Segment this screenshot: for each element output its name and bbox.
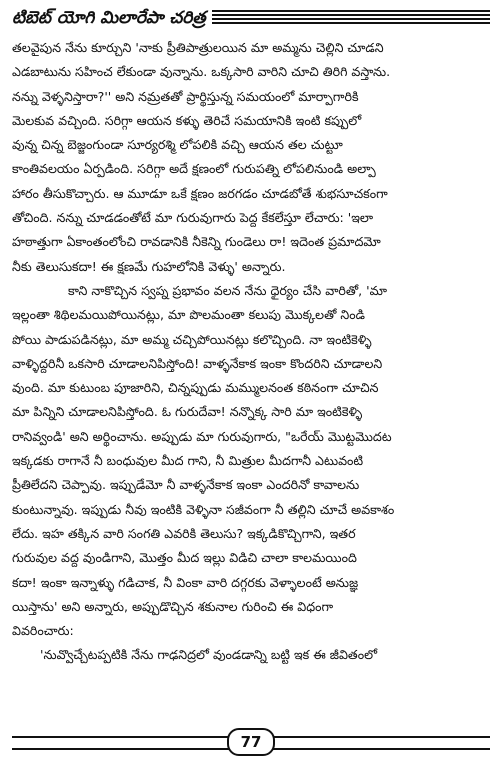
paragraph-1 (12, 36, 492, 279)
text-line: కుంటున్నావు. ఇప్పుడు నీవు ఇంటికి వెళ్ళినా సజీవంగా నీ తల్లిని చూచే అవకాశం (12, 501, 395, 517)
text-line: మెలకువ వచ్చింది. సరిగ్గా ఆయన కళ్ళు తెరిచే సమయానికి ఇంటి కప్పులో (12, 112, 362, 128)
text-line: కదా! ఇంకా ఇన్నాళ్ళు గడిచాక, నీ వింకా వారి దగ్గరకు వెళ్ళాలంటే అనుజ్ఞ (12, 574, 359, 590)
text-line: యిస్తాను' అని అన్నారు, అప్పుడొచ్చిన శకునాల గురించి ఈ విధంగా (12, 598, 334, 614)
paragraph-2 (12, 279, 492, 643)
paragraph-3 (12, 643, 492, 667)
text-line: ప్రీతిలేదని చెప్పావు. ఇప్పుడేమో నీ వాళ్ళనేకాక ఇంకా ఎందరినో కావాలను (12, 477, 360, 493)
text-line: వివరించారు: (12, 623, 74, 639)
text-line: వున్న చిన్న బెజ్జంగుండా సూర్యరశ్మి లోపలికి వచ్చి ఆయన తల చుట్టూ (12, 137, 343, 153)
text-line: పోయి పాడుపడినట్లు, మా అమ్మ చచ్చిపోయినట్లు కలొచ్చింది. నా ఇంటికెళ్ళి (12, 331, 372, 347)
text-line: గురువుల వద్ద వుండిగాని, మొత్తం మీద ఇల్లు విడిచి చాలా కాలమయింది (12, 550, 357, 566)
text-line: మా పిన్నిని చూడాలనిపిస్తోంది. ఓ గురుదేవా! నన్నొక్క సారి మా ఇంటికెళ్ళి (12, 404, 363, 420)
text-line: హఠాత్తుగా ఏకాంతంలోంచి రావడానికి నీకెన్ని గుండెలు రా! ఇదెంత ప్రమాదమో (12, 234, 381, 250)
text-line: తలవైపున నేను కూర్చుని 'నాకు ప్రీతిపాత్రులయిన మా అమ్మను చెల్లిని చూడని (12, 40, 384, 55)
header-rule (212, 10, 490, 26)
text-line: వాళ్ళిద్దరినీ ఒకసారి చూడాలనిపిస్తోంది! వాళ్ళనేకాక ఇంకా కొందరిని చూడాలని (12, 355, 383, 371)
page-number: 77 (227, 728, 275, 756)
text-line: లేదు. ఇహ తక్కిన వారి సంగతి ఎవరికి తెలుసు? ఇక్కడికొచ్చిగాని, ఇతర (12, 525, 356, 541)
body-text (12, 36, 492, 668)
text-line: వుంది. మా కుటుంబ పూజారిని, చిన్నప్పుడు మమ్ములనంత కఠినంగా చూచిన (12, 380, 379, 396)
text-line: నీకు తెలుసుకదా! ఈ క్షణమే గుహలోనికి వెళ్ళు' అన్నారు. (12, 258, 286, 274)
text-line: రానివ్వండి' అని అర్థించాను. అప్పుడు మా గురువుగారు, "ఒరేయ్ మొట్టమొదట (12, 428, 392, 444)
text-line: కాంతివలయం ఏర్పడింది. సరిగ్గా అదే క్షణంలో గురుపత్ని లోపలినుండి అల్పా (12, 161, 376, 177)
text-line: ఎడబాటును సహించ లేకుండా వున్నాను. ఒక్కసారి వారిని చూచి తిరిగి వస్తాను. (12, 64, 391, 80)
page-footer (12, 728, 490, 754)
text-line: కాని నాకొచ్చిన స్వప్న ప్రభావం వలన నేను ధైర్యం చేసి వారితో, 'మా (68, 282, 387, 298)
text-line: ఇల్లంతా శిథిలమయిపోయినట్లు, మా పొలమంతా కలుపు మొక్కలతో నిండి (12, 307, 365, 323)
text-line: హారం తీసుకొచ్చారు. ఆ మూడూ ఒకే క్షణం జరగడం చూడబోతే శుభసూచకంగా (12, 185, 388, 201)
running-header (12, 4, 490, 32)
text-line: నన్ను వెళ్ళనిస్తారా?'' అని నమ్రతతో ప్రార్థిస్తున్న సమయంలో మార్పాగారికి (12, 88, 359, 104)
text-line: 'నువ్వొచ్చేటప్పటికి నేను గాఢనిద్రలో వుండడాన్ని బట్టి ఇక ఈ జీవితంలో (40, 647, 378, 663)
text-line: తోచింది. నన్ను చూడడంతోటే మా గురువుగారు పెద్ద కేకలేస్తూ లేచారు: 'ఇలా (12, 210, 374, 226)
text-line: ఇక్కడకు రాగానే నీ బంధువుల మీద గాని, నీ మిత్రుల మీదగానీ ఎటువంటి (12, 453, 364, 469)
book-title: టిబెట్ యోగి మిలారేపా చరిత్ర (12, 4, 212, 32)
